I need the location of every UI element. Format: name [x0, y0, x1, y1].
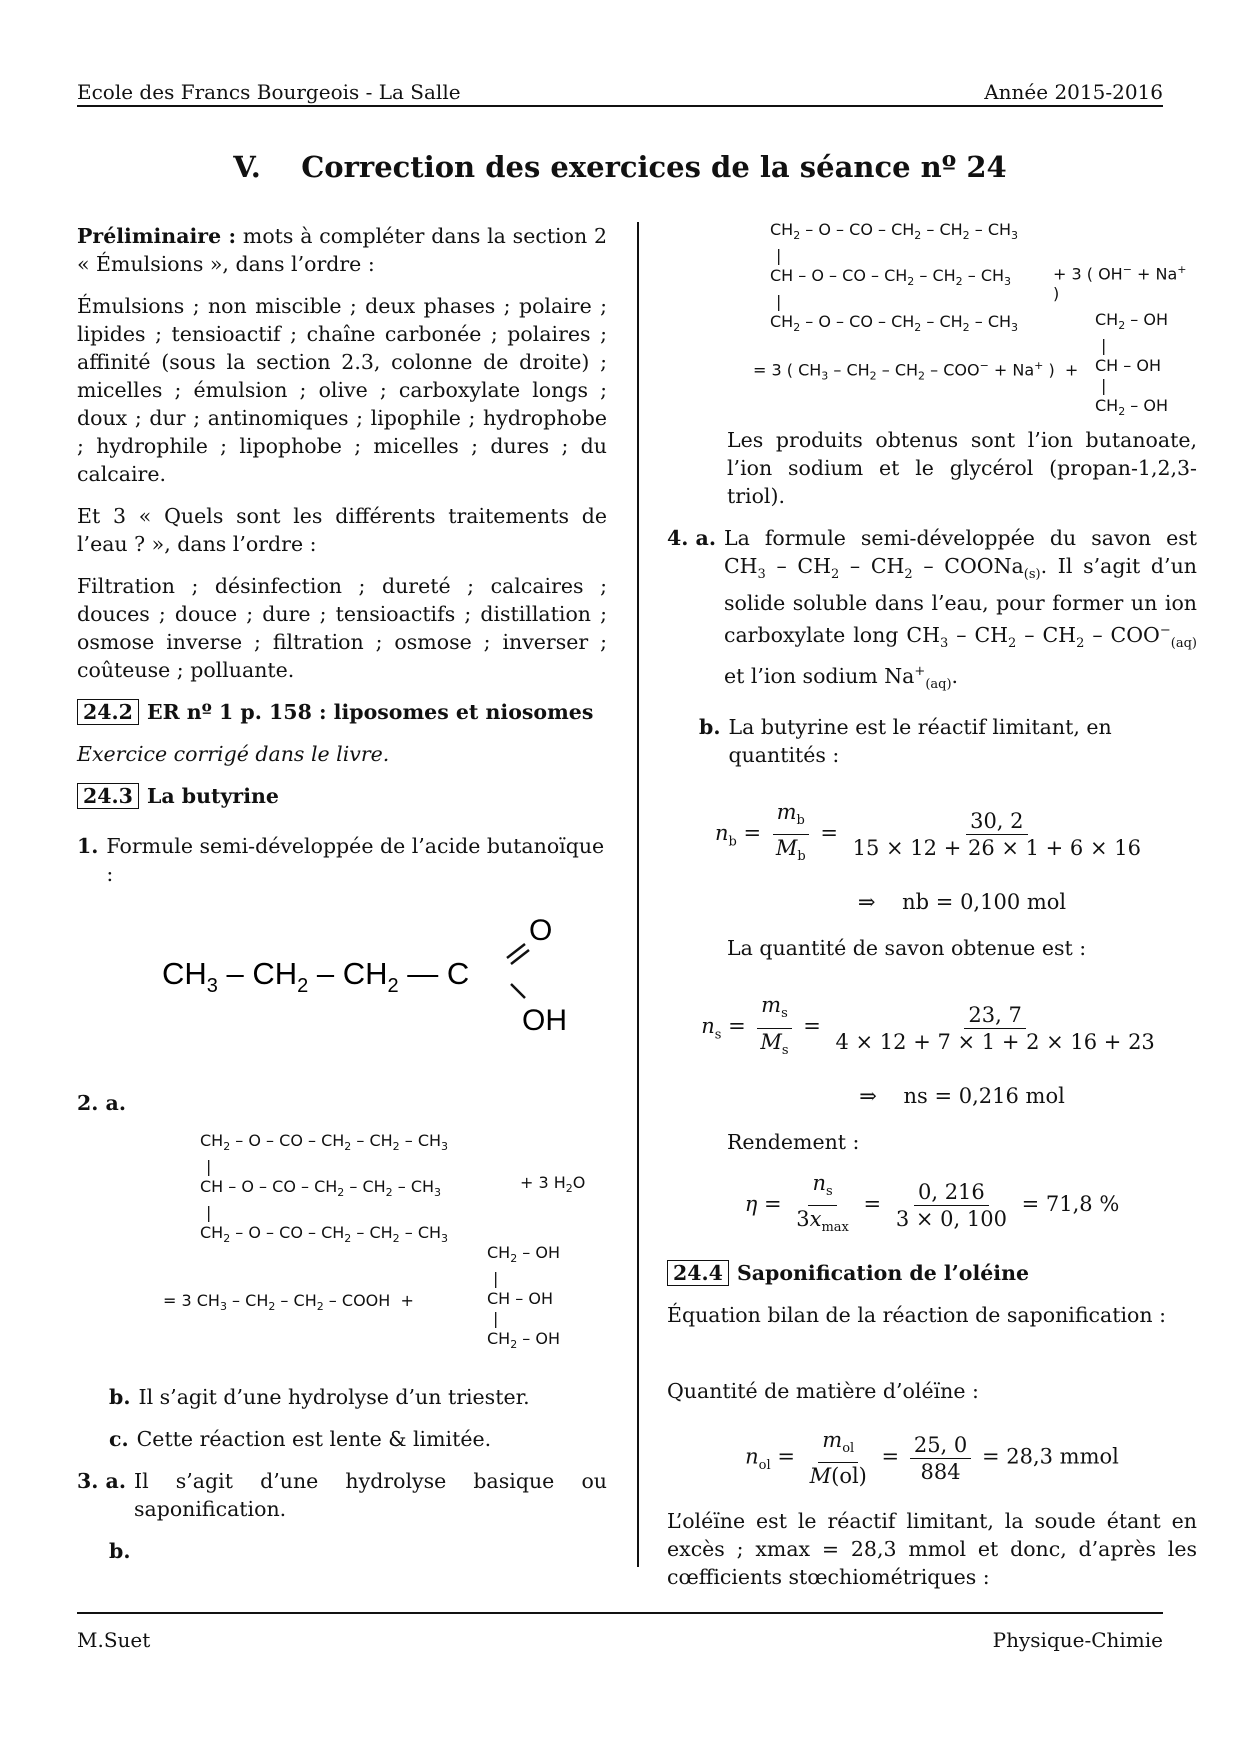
question-4a [667, 524, 1197, 699]
eta-result: = 71,8 % [1021, 1191, 1120, 1216]
quantite-text: Quantité de matière d’oléïne : [667, 1379, 979, 1404]
question-text: Il s’agit d’une hydrolyse basique ou saponification. [133, 1469, 607, 1521]
savon-text: La quantité de savon obtenue est : [727, 936, 1087, 961]
water-reactant: + 3 $H_2O$ [520, 1173, 586, 1196]
hydroxide-reactant: + 3 ( OH− + Na+ ) [1053, 263, 1187, 304]
question-2c [77, 1425, 607, 1453]
traitements-intro: Et 3 « Quels sont les différents traitements de l’eau ? », dans l’ordre : [77, 504, 607, 556]
triester-formula: $CH_2$ – O – CO – $CH_2 - CH_2 - CH_3$ | CH – O – CO – $CH_2 - CH_2 - CH_3$ | $CH_2$ – O – CO – $CH_2 - CH_2 - CH_3$ [770, 220, 1019, 335]
question-text: Cette réaction est lente & limitée. [136, 1427, 492, 1451]
question-text: Formule semi-développée de l’acide butanoïque : [106, 834, 605, 886]
triester-formula: $CH_2$ – O – CO – $CH_2 - CH_2 - CH_3$ | CH – O – CO – $CH_2 - CH_2 - CH_3$ | $CH_2$ – O – CO – $CH_2 - CH_2 - CH_3$ [200, 1131, 449, 1246]
nol-result: = 28,3 mmol [981, 1444, 1119, 1469]
nol-equation: $n_{ol}$ = $\frac{m_{ol}}{M(ol)}$ = $\frac{25, 0}{884}$ = 28,3 mmol [745, 1428, 1119, 1489]
question-label: 4. a. [667, 526, 716, 550]
ns-equation: $n_s$ = $\frac{m_s}{M_s}$ = $\frac{23, 7}{4 \times 12 + 7 \times 1 + 2 \times 16 + 23}$ [701, 993, 1155, 1058]
footer-author: M.Suet [77, 1628, 151, 1652]
question-2a [77, 1089, 607, 1117]
page-title: V. Correction des exercices de la séance nº 24 [233, 150, 1007, 184]
column-divider [637, 222, 639, 1567]
question-3b [77, 1537, 607, 1565]
section-24-3 [77, 782, 607, 810]
svg-text:O: O [529, 914, 553, 947]
section-title: Saponification de l’oléine [736, 1261, 1030, 1286]
header-year: Année 2015-2016 [984, 80, 1163, 104]
section-number: 24.2 [77, 699, 139, 725]
section-title: ER nº 1 p. 158 : liposomes et niosomes [146, 700, 594, 724]
question-1 [77, 832, 607, 888]
nb-result-value: nb = 0,100 mol [902, 890, 1067, 915]
footer-subject: Physique-Chimie [992, 1628, 1163, 1652]
rendement-label: Rendement : [727, 1129, 860, 1154]
exercise-note: Exercice corrigé dans le livre. [77, 742, 390, 766]
eta-equation: η = $\frac{n_s}{3x_{max}}$ = $\frac{0, 216}{3 \times 0, 100}$ = 71,8 % [744, 1170, 1120, 1236]
svg-text:CH3 – CH2 – CH2 — C: $CH_3 - CH_2 - CH_2$ — C [162, 956, 470, 997]
emulsions-answers: Émulsions ; non miscible ; deux phases ; polaire ; lipides ; tensioactif ; chaîne carbonée ; polaires ; affinité (sous la section 2.3, colonne de droite) ; micelles ; émulsion ; olive ; carboxylate longs ; doux ; dur ; antinomiques ; lipophile ; hydrophobe ; hydrophile ; lipophobe ; micelles ; dures ; du calcaire. [77, 294, 607, 486]
q4a-text-part1: La formule semi-développée du savon est CH [723, 526, 1197, 578]
question-label: b. [699, 714, 721, 739]
question-label: 3. a. [77, 1469, 126, 1493]
ns-result: ⇒ ns = 0,216 mol [859, 1083, 1065, 1108]
q4a-text-part3: et l’ion sodium Na [723, 663, 915, 688]
header-school: Ecole des Francs Bourgeois - La Salle [77, 80, 461, 104]
saponification-equation [667, 220, 1197, 419]
section-24-2 [77, 698, 607, 726]
nb-result: ⇒ nb = 0,100 mol [857, 890, 1067, 915]
section-24-4 [667, 1259, 1197, 1287]
glycerol-formula: $CH_2$ – OH | CH – OH | $CH_2$ – OH [1095, 310, 1168, 419]
question-label: b. [109, 1385, 131, 1409]
q4a-text-part2: Il s’agit d’un solide soluble dans l’eau, pour former un ion carboxylate long CH [723, 554, 1197, 647]
page-header [77, 80, 1163, 104]
acid-product: = 3 $CH_3 - CH_2 - CH_2$ – COOH + [163, 1291, 414, 1314]
butanoic-acid-structure [77, 902, 607, 1042]
footer-rule [77, 1612, 1163, 1614]
question-text: La formule semi-développée du savon est $CH_3 - CH_2 - CH_2$ – COONa$_{(s)}$. Il s’agit d’un solide soluble dans l’eau, pour former un ion carboxylate long $CH_3 - CH_2 - CH_2 - COO^-_{(aq)}$ et l’ion sodium $Na^+_{(aq)}$. [723, 526, 1197, 692]
svg-text:OH: OH [522, 1004, 567, 1037]
final-text: L’oléïne est le réactif limitant, la soude étant en excès ; xmax = 28,3 mmol et donc, d’après les cœfficients stœchiométriques : [667, 1509, 1197, 1590]
ns-result-value: ns = 0,216 mol [903, 1083, 1065, 1108]
nb-equation: $n_b$ = $\frac{m_b}{M_b}$ = $\frac{30, 2}{15 \times 12 + 26 \times 1 + 6 \times 16}$ [715, 799, 1141, 865]
question-text: La butyrine est le réactif limitant, en quantités : [728, 714, 1112, 767]
equation-text: Équation bilan de la réaction de saponification : [667, 1303, 1166, 1328]
question-2b [77, 1383, 607, 1411]
question-label: b. [109, 1539, 131, 1563]
question-label: 2. a. [77, 1091, 126, 1115]
question-label: c. [109, 1427, 129, 1451]
prelim-paragraph [77, 222, 607, 278]
header-rule [77, 105, 1163, 107]
question-4b [667, 713, 1197, 769]
question-text: Il s’agit d’une hydrolyse d’un triester. [138, 1385, 530, 1409]
right-column [667, 222, 1197, 1605]
left-column [77, 222, 607, 1579]
question-label: 1. [77, 834, 99, 858]
traitements-answers: Filtration ; désinfection ; dureté ; calcaires ; douces ; douce ; dure ; tensioactifs ; distillation ; osmose inverse ; filtration ; osmose ; inverser ; coûteuse ; polluante. [77, 574, 607, 682]
prelim-label: Préliminaire : [77, 224, 237, 248]
products-text: Les produits obtenus sont l’ion butanoate, l’ion sodium et le glycérol (propan-1,2,3-triol). [727, 428, 1197, 508]
glycerol-formula: $CH_2$ – OH | CH – OH | $CH_2$ – OH [487, 1243, 560, 1352]
section-number: 24.4 [667, 1260, 729, 1286]
section-number: 24.3 [77, 783, 139, 809]
prelim-text: mots à compléter dans la section 2 « Émulsions », dans l’ordre : [77, 224, 607, 276]
hydrolysis-equation [77, 1131, 607, 1361]
page-footer [77, 1628, 1163, 1652]
question-3a [77, 1467, 607, 1523]
butanoate-product: = 3 ( $CH_3 - CH_2 - CH_2 - COO^- + Na^+$ ) + [753, 359, 1079, 383]
section-title: La butyrine [146, 784, 279, 808]
